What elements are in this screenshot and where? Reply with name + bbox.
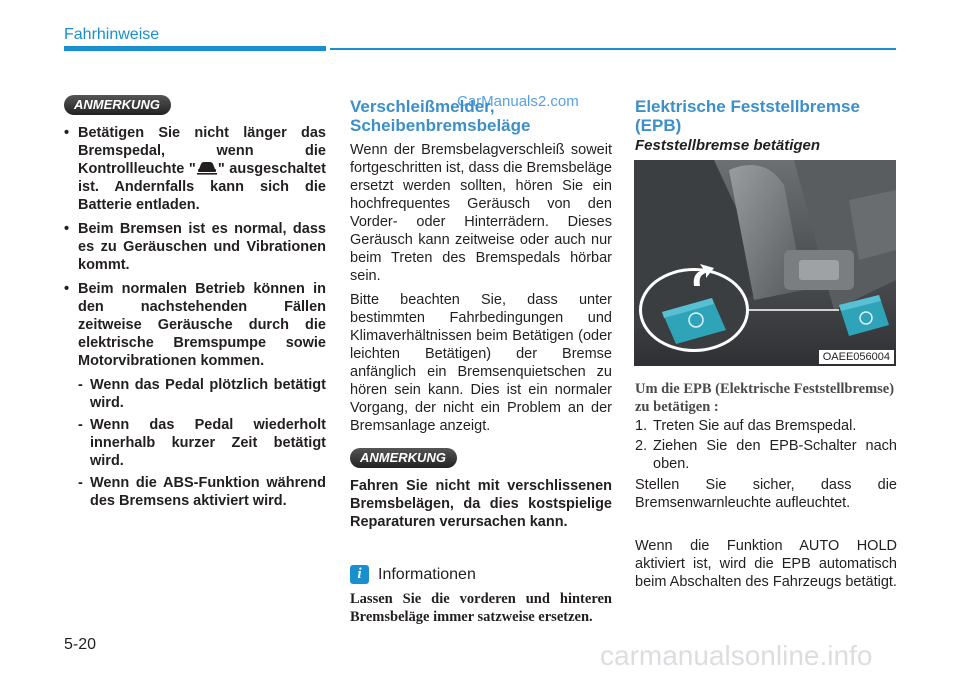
note-bullet-list xyxy=(64,124,326,516)
note-badge: ANMERKUNG xyxy=(350,448,457,468)
list-item: 1. Treten Sie auf das Bremspedal. xyxy=(635,418,857,434)
page-number: 5-20 xyxy=(64,636,97,653)
brake-wear-body xyxy=(350,141,612,435)
list-item: • Beim normalen Betrieb können in den nachstehenden Fällen zeitweise Geräusche durch die elektrische Bremspumpe sowie Motorvibrationen kommen. - Wenn das Pedal plötzlich betätigt wird. - Wenn das Pedal wiederholt innerhalb kurzer Zeit betätigt wird. - Wenn die ABS-Funktion während des Bremsens aktiviert wird. xyxy=(64,280,326,510)
paragraph: Wenn der Bremsbelagverschleiß soweit fortgeschritten ist, dass die Bremsbeläge ersetzt werden sollten, hören Sie ein hochfrequentes Geräusch von den Vorder- oder Hinterrädern. Dieses Geräusch kann zeitweise oder auch nur beim Treten des Bremspedals hörbar sein. xyxy=(350,142,612,284)
info-text: Lassen Sie die vorderen und hinteren Bremsbeläge immer satzweise ersetzen. xyxy=(350,591,612,625)
list-item: - Wenn das Pedal plötzlich betätigt wird. xyxy=(78,376,326,412)
list-item: - Wenn die ABS-Funktion während des Bremsens aktiviert wird. xyxy=(78,474,326,510)
paragraph: Stellen Sie sicher, dass die Bremsenwarnleuchte aufleuchtet. xyxy=(635,477,897,511)
epb-switch-photo xyxy=(634,160,896,366)
info-icon: i xyxy=(350,565,369,584)
epb-switch-illustration xyxy=(634,160,896,366)
epb-heading: Elektrische Feststellbremse (EPB) xyxy=(635,97,860,135)
list-item: • Betätigen Sie nicht länger das Bremspedal, wenn die Kontrollleuchte " " ausgeschaltet ist. Andernfalls kann sich die Batterie entladen. xyxy=(64,124,326,214)
paragraph: Bitte beachten Sie, dass unter bestimmten Fahrbedingungen und Klimaverhältnissen beim Betätigen (oder leichten Betätigen) der Bremse anfänglich ein Bremsenquietschen zu hören sein kann. Dies ist ein normaler Vorgang, der nicht ein Problem an der Bremsanlage anzeigt. xyxy=(350,292,612,434)
list-item: - Wenn das Pedal wiederholt innerhalb kurzer Zeit betätigt wird. xyxy=(78,416,326,470)
list-item: 2. Ziehen Sie den EPB-Schalter nach oben. xyxy=(635,438,897,472)
epb-procedure-heading: Um die EPB (Elektrische Feststellbremse) zu betätigen : xyxy=(635,381,895,415)
list-item: • Beim Bremsen ist es normal, dass es zu Geräuschen und Vibrationen kommt. xyxy=(64,220,326,274)
watermark: CarManuals2.com xyxy=(457,93,579,110)
brake-wear-heading: Verschleißmelder, Scheibenbremsbeläge xyxy=(350,97,531,135)
info-title: Informationen xyxy=(378,566,476,583)
epb-subheading: Feststellbremse betätigen xyxy=(635,137,821,154)
note-text: Fahren Sie nicht mit verschlissenen Bremsbelägen, da dies kostspielige Reparaturen verursachen kann. xyxy=(350,478,612,530)
photo-caption: OAEE056004 xyxy=(819,350,894,364)
footer-watermark: carmanualsonline.info xyxy=(600,640,873,671)
section-title: Fahrhinweise xyxy=(64,26,160,43)
header-rule-thick xyxy=(64,46,326,51)
paragraph: Wenn die Funktion AUTO HOLD aktiviert ist, wird die EPB automatisch beim Abschalten des Fahrzeugs betätigt. xyxy=(635,538,897,590)
note-badge: ANMERKUNG xyxy=(64,95,171,115)
car-autohold-icon xyxy=(196,161,218,175)
header-rule-thin xyxy=(330,48,896,50)
epb-steps xyxy=(635,417,897,475)
